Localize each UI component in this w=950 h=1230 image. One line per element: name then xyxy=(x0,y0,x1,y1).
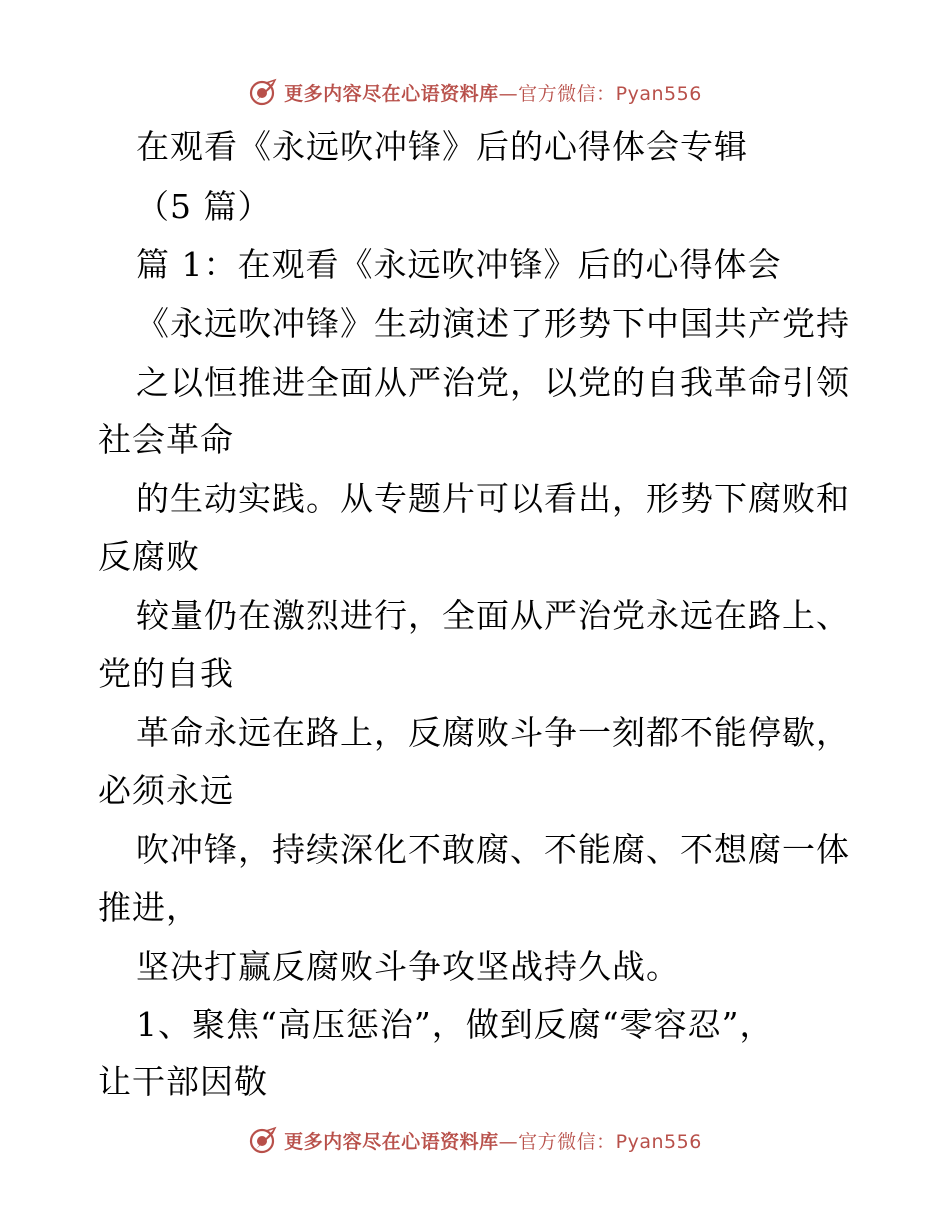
paragraph-line: 让干部因敬 xyxy=(98,1062,268,1101)
section-heading: 篇 1：在观看《永远吹冲锋》后的心得体会 xyxy=(136,245,782,284)
paragraph-line: 吹冲锋，持续深化不敢腐、不能腐、不想腐一体 xyxy=(136,830,850,869)
paragraph-line: 党的自我 xyxy=(98,654,234,693)
watermark-official: —官方微信：Pyan556 xyxy=(498,1130,702,1153)
quill-logo-icon xyxy=(248,1125,278,1155)
watermark-text xyxy=(284,79,702,106)
paragraph-line: 坚决打赢反腐败斗争攻坚战持久战。 xyxy=(136,947,680,986)
document-subtitle: （5 篇） xyxy=(136,187,272,226)
watermark-official: —官方微信：Pyan556 xyxy=(498,82,702,105)
paragraph-line: 推进， xyxy=(98,888,200,927)
watermark-brand: 更多内容尽在心语资料库 xyxy=(284,1130,499,1153)
paragraph-line: 的生动实践。从专题片可以看出，形势下腐败和 xyxy=(136,479,850,518)
paragraph-line: 革命永远在路上，反腐败斗争一刻都不能停歇， xyxy=(136,713,850,752)
quill-logo-icon xyxy=(248,77,278,107)
paragraph-line: 之以恒推进全面从严治党，以党的自我革命引领 xyxy=(136,363,850,402)
paragraph-line: 较量仍在激烈进行，全面从严治党永远在路上、 xyxy=(136,596,850,635)
watermark-brand: 更多内容尽在心语资料库 xyxy=(284,82,499,105)
paragraph-line: 必须永远 xyxy=(98,771,234,810)
watermark-text xyxy=(284,1127,702,1154)
document-title: 在观看《永远吹冲锋》后的心得体会专辑 xyxy=(136,127,748,166)
paragraph-line: 《永远吹冲锋》生动演述了形势下中国共产党持 xyxy=(136,304,850,343)
paragraph-line: 反腐败 xyxy=(98,537,200,576)
footer-watermark xyxy=(0,1120,950,1160)
paragraph-line: 1、聚焦“高压惩治”，做到反腐“零容忍”， xyxy=(136,1005,774,1044)
header-watermark xyxy=(0,72,950,112)
paragraph-line: 社会革命 xyxy=(98,420,234,459)
